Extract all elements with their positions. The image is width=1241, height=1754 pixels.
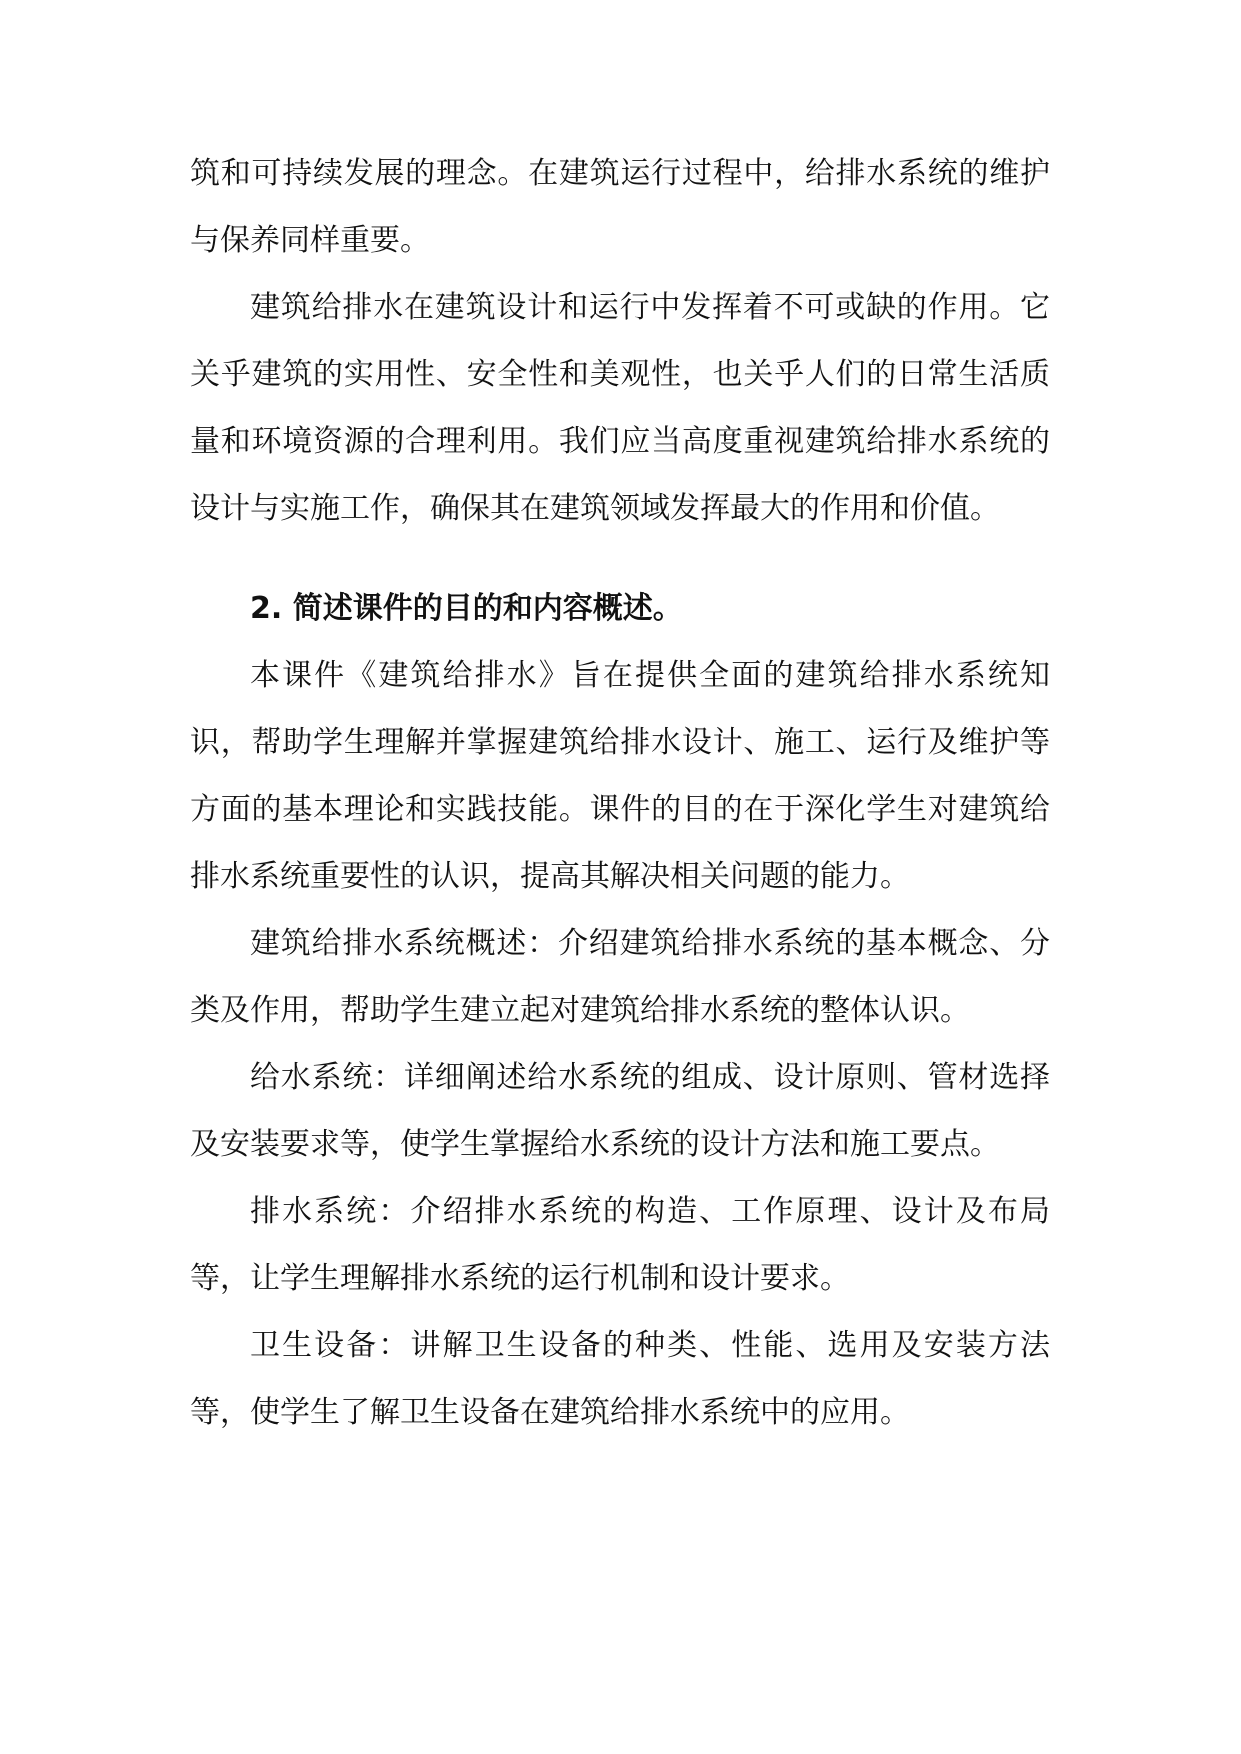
paragraph-courseware-purpose: 本课件《建筑给排水》旨在提供全面的建筑给排水系统知识，帮助学生理解并掌握建筑给排水设计、施工、运行及维护等方面的基本理论和实践技能。课件的目的在于深化学生对建筑给排水系统重要性的认识，提高其解决相关问题的能力。	[190, 658, 1050, 894]
paragraph-drainage: 排水系统：介绍排水系统的构造、工作原理、设计及布局等，让学生理解排水系统的运行机制和设计要求。	[190, 1194, 1050, 1296]
document-body	[190, 140, 1050, 1446]
paragraph-summary: 建筑给排水在建筑设计和运行中发挥着不可或缺的作用。它关乎建筑的实用性、安全性和美观性，也关乎人们的日常生活质量和环境资源的合理利用。我们应当高度重视建筑给排水系统的设计与实施工作，确保其在建筑领域发挥最大的作用和价值。	[190, 290, 1050, 526]
section-heading: 2. 简述课件的目的和内容概述。	[250, 591, 683, 626]
paragraph-water-supply: 给水系统：详细阐述给水系统的组成、设计原则、管材选择及安装要求等，使学生掌握给水系统的设计方法和施工要点。	[190, 1060, 1050, 1162]
paragraph-system-overview: 建筑给排水系统概述：介绍建筑给排水系统的基本概念、分类及作用，帮助学生建立起对建筑给排水系统的整体认识。	[190, 926, 1050, 1028]
paragraph-continuation: 筑和可持续发展的理念。在建筑运行过程中，给排水系统的维护与保养同样重要。	[190, 156, 1050, 258]
paragraph-sanitary-equipment: 卫生设备：讲解卫生设备的种类、性能、选用及安装方法等，使学生了解卫生设备在建筑给排水系统中的应用。	[190, 1328, 1050, 1430]
